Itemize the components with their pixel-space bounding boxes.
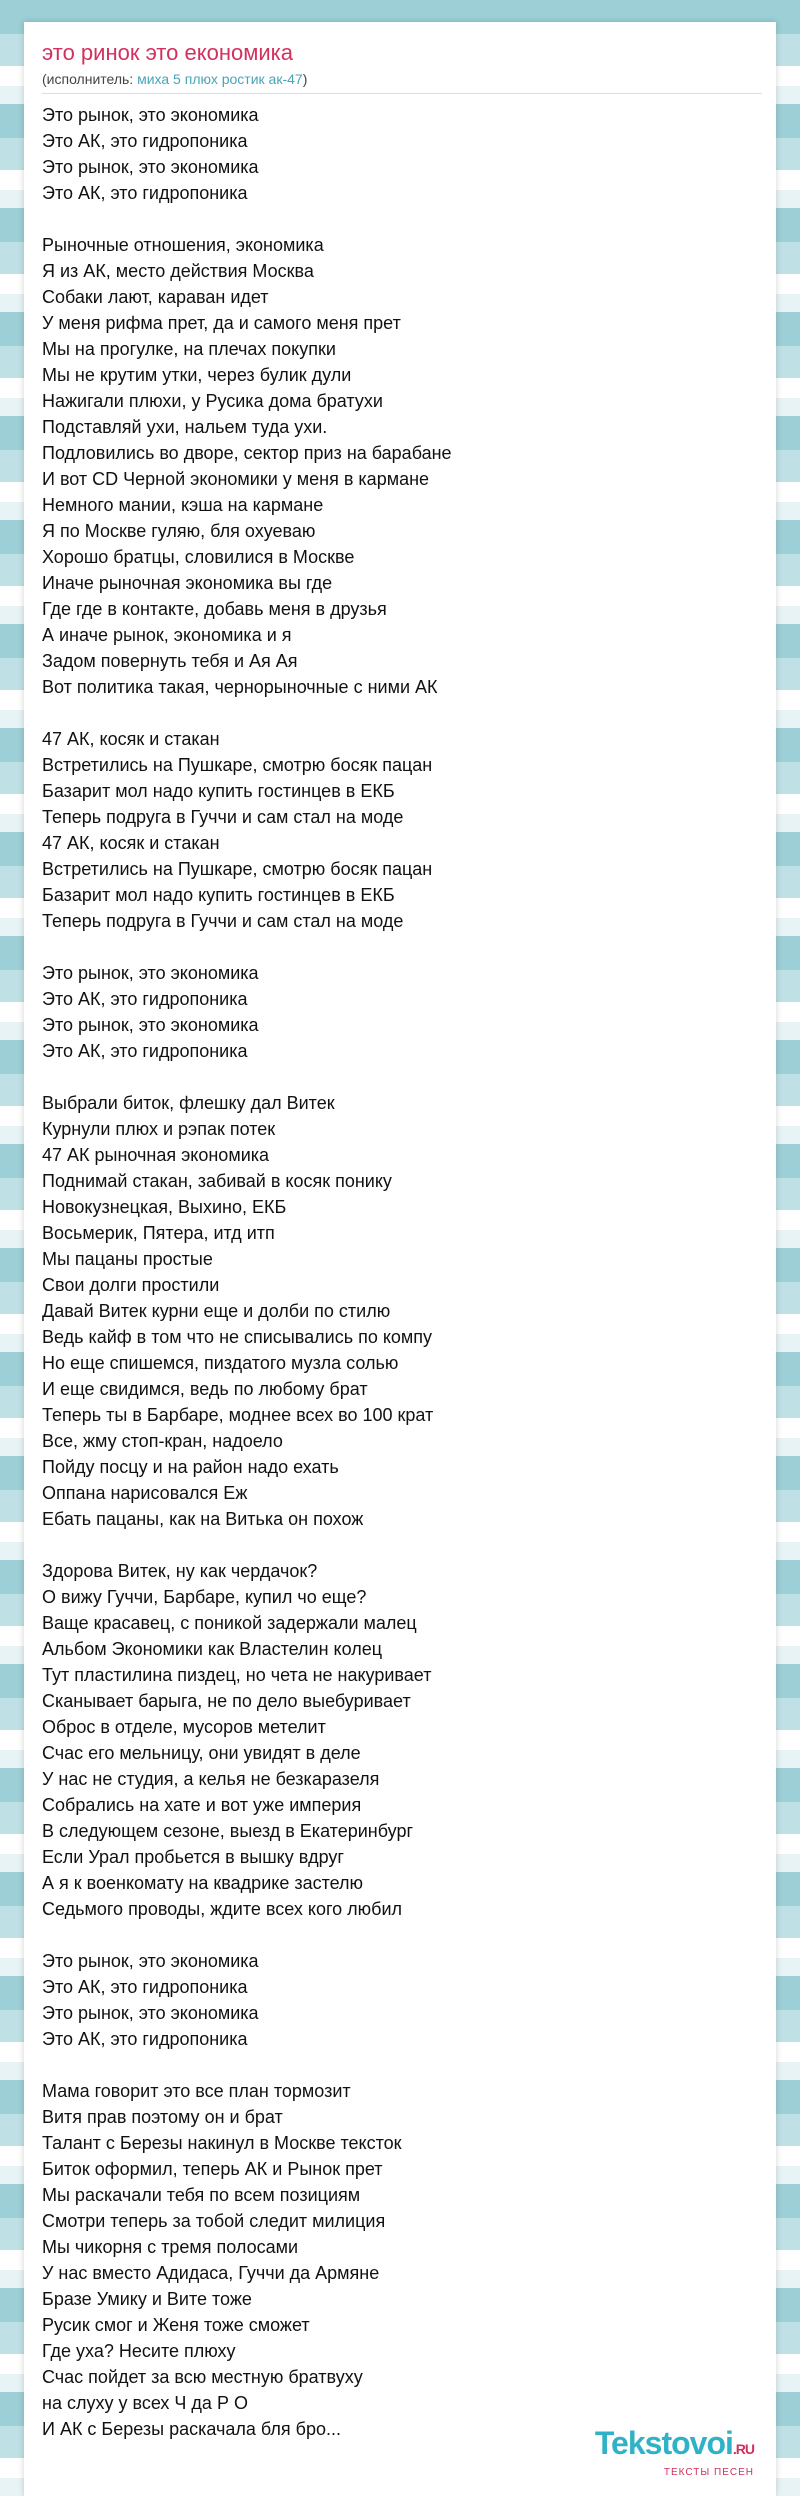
lyrics-line: 47 АК рыночная экономика [42,1145,270,1165]
lyrics-line: Встретились на Пушкаре, смотрю босяк пацан [42,755,433,775]
lyrics-line: У меня рифма прет, да и самого меня прет [42,313,401,333]
lyrics-line: Если Урал пробьется в вышку вдруг [42,1847,344,1867]
lyrics-line: Курнули плюх и рэпак потек [42,1119,276,1139]
lyrics-line: Мы чикорня с тремя полосами [42,2237,299,2257]
lyrics-line: Где уха? Несите плюху [42,2341,236,2361]
lyrics-line: Это АК, это гидропоника [42,131,248,151]
song-title: это ринок это економика [42,40,293,65]
lyrics-line: Ебать пацаны, как на Витька он похож [42,1509,364,1529]
lyrics-line: Хорошо братцы, словилися в Москве [42,547,355,567]
lyrics-line: Оппана нарисовался Еж [42,1483,248,1503]
lyrics-line: Свои долги простили [42,1275,220,1295]
lyrics-line: Где где в контакте, добавь меня в друзья [42,599,387,619]
song-header [42,40,762,88]
lyrics-line: В следующем сезоне, выезд в Екатеринбург [42,1821,414,1841]
lyrics-line: Мама говорит это все план тормозит [42,2081,351,2101]
lyrics-line: Это рынок, это экономика [42,157,259,177]
lyrics-stanza [42,1948,762,2052]
lyrics-line: Встретились на Пушкаре, смотрю босяк пацан [42,859,433,879]
lyrics-line: 47 АК, косяк и стакан [42,833,220,853]
lyrics-text [42,102,762,2468]
logo-word: Tekstovoi [594,2425,733,2461]
lyrics-stanza [42,1558,762,1922]
lyrics-line: Подставляй ухи, нальем туда ухи. [42,417,328,437]
lyrics-line: Это рынок, это экономика [42,963,259,983]
lyrics-card [24,22,776,2496]
lyrics-line: Нажигали плюхи, у Русика дома братухи [42,391,383,411]
lyrics-line: Это АК, это гидропоника [42,989,248,1009]
lyrics-stanza [42,726,762,934]
lyrics-line: Теперь подруга в Гуччи и сам стал на моде [42,911,404,931]
lyrics-line: Собрались на хате и вот уже империя [42,1795,362,1815]
lyrics-line: Витя прав поэтому он и брат [42,2107,283,2127]
lyrics-line: Вот политика такая, чернорыночные с ними АК [42,677,438,697]
lyrics-line: Альбом Экономики как Властелин колец [42,1639,383,1659]
lyrics-line: Это АК, это гидропоника [42,183,248,203]
lyrics-line: Но еще спишемся, пиздатого музла солью [42,1353,399,1373]
logo-wordmark [595,2427,754,2465]
lyrics-line: Биток оформил, теперь АК и Рынок прет [42,2159,383,2179]
lyrics-line: Смотри теперь за тобой следит милиция [42,2211,386,2231]
lyrics-line: Немного мании, кэша на кармане [42,495,324,515]
performer-line [42,70,762,88]
lyrics-line: О вижу Гуччи, Барбаре, купил чо еще? [42,1587,367,1607]
lyrics-line: Поднимай стакан, забивай в косяк понику [42,1171,392,1191]
lyrics-line: Мы не крутим утки, через булик дули [42,365,352,385]
lyrics-line: Восьмерик, Пятера, итд итп [42,1223,275,1243]
lyrics-line: Оброс в отделе, мусоров метелит [42,1717,326,1737]
lyrics-line: А иначе рынок, экономика и я [42,625,292,645]
lyrics-line: Я из АК, место действия Москва [42,261,314,281]
lyrics-line: на слуху у всех Ч да Р О [42,2393,248,2413]
lyrics-line: Подловились во дворе, сектор приз на барабане [42,443,452,463]
lyrics-line: И еще свидимся, ведь по любому брат [42,1379,368,1399]
lyrics-line: Задом повернуть тебя и Ая Ая [42,651,298,671]
lyrics-line: Тут пластилина пиздец, но чета не накуривает [42,1665,432,1685]
lyrics-line: Здорова Витек, ну как чердачок? [42,1561,318,1581]
performer-link[interactable]: миха 5 плюх ростик ак-47 [137,71,303,87]
lyrics-line: Это рынок, это экономика [42,105,259,125]
lyrics-line: И АК с Березы раскачала бля бро... [42,2419,341,2439]
performer-suffix: ) [302,71,308,87]
lyrics-line: Это рынок, это экономика [42,2003,259,2023]
lyrics-line: Мы пацаны простые [42,1249,213,1269]
lyrics-line: Ведь кайф в том что не списывались по компу [42,1327,433,1347]
lyrics-line: Выбрали биток, флешку дал Витек [42,1093,335,1113]
lyrics-stanza [42,2078,762,2442]
lyrics-line: Счас его мельницу, они увидят в деле [42,1743,361,1763]
lyrics-line: Мы на прогулке, на плечах покупки [42,339,336,359]
lyrics-line: Это рынок, это экономика [42,1951,259,1971]
lyrics-line: Сканывает барыга, не по дело выебуривает [42,1691,411,1711]
lyrics-line: И вот CD Черной экономики у меня в кармане [42,469,430,489]
lyrics-line: Пойду посцу и на район надо ехать [42,1457,339,1477]
lyrics-line: Собаки лают, караван идет [42,287,269,307]
lyrics-line: У нас вместо Адидаса, Гуччи да Армяне [42,2263,380,2283]
lyrics-line: Теперь подруга в Гуччи и сам стал на моде [42,807,404,827]
lyrics-line: Русик смог и Женя тоже сможет [42,2315,310,2335]
lyrics-stanza [42,232,762,700]
lyrics-line: Это АК, это гидропоника [42,1977,248,1997]
lyrics-line: Мы раскачали тебя по всем позициям [42,2185,361,2205]
lyrics-line: Это рынок, это экономика [42,1015,259,1035]
lyrics-stanza [42,1090,762,1532]
lyrics-line: Счас пойдет за всю местную братвуху [42,2367,363,2387]
lyrics-line: Ваще красавец, с поникой задержали малец [42,1613,417,1633]
lyrics-line: Все, жму стоп-кран, надоело [42,1431,283,1451]
lyrics-line: Седьмого проводы, ждите всех кого любил [42,1899,403,1919]
site-logo[interactable] [595,2427,754,2478]
header-divider [42,93,762,94]
lyrics-line: А я к военкомату на квадрике застелю [42,1873,364,1893]
lyrics-line: Новокузнецкая, Выхино, ЕКБ [42,1197,287,1217]
lyrics-line: У нас не студия, а келья не безкаразеля [42,1769,380,1789]
lyrics-line: Это АК, это гидропоника [42,1041,248,1061]
lyrics-stanza [42,960,762,1064]
lyrics-line: Теперь ты в Барбаре, моднее всех во 100 крат [42,1405,434,1425]
lyrics-line: Иначе рыночная экономика вы где [42,573,333,593]
lyrics-line: Талант с Березы накинул в Москве тексток [42,2133,402,2153]
lyrics-line: Базарит мол надо купить гостинцев в ЕКБ [42,781,395,801]
lyrics-line: Базарит мол надо купить гостинцев в ЕКБ [42,885,395,905]
lyrics-line: Бразе Умику и Вите тоже [42,2289,252,2309]
lyrics-line: Рыночные отношения, экономика [42,235,324,255]
lyrics-line: Я по Москве гуляю, бля охуеваю [42,521,316,541]
lyrics-stanza [42,102,762,206]
lyrics-line: Это АК, это гидропоника [42,2029,248,2049]
lyrics-line: 47 АК, косяк и стакан [42,729,220,749]
lyrics-line: Давай Витек курни еще и долби по стилю [42,1301,391,1321]
logo-tagline: ТЕКСТЫ ПЕСЕН [663,2467,754,2478]
performer-prefix: (исполнитель: [42,71,138,87]
logo-tld: .RU [732,2441,754,2457]
